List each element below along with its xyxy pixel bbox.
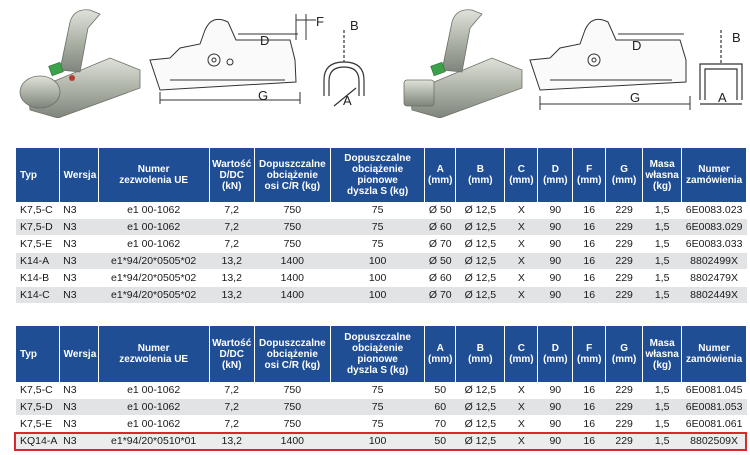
cell-eu-approval-number: e1 00-1062 [98,202,209,219]
cell-g-mm: 229 [606,270,643,287]
cell-d-mm: 90 [538,202,573,219]
cell-vertical-load: 100 [330,253,425,270]
cell-order-number: 6E0081.053 [682,399,747,416]
highlighted-row-outline [14,432,747,451]
cell-d-mm: 90 [538,416,573,433]
cell-b-mm: Ø 12,5 [456,399,505,416]
technical-drawing-right [530,19,690,110]
cell-vertical-load: 100 [330,433,425,450]
header-a-mm: A (mm) [425,326,456,382]
dim-label-f: F [316,14,324,29]
cell-g-mm: 229 [606,416,643,433]
cell-weight: 1,5 [643,382,682,399]
cell-g-mm: 229 [606,399,643,416]
header-d-mm: D (mm) [538,326,573,382]
cell-order-number: 6E0081.061 [682,416,747,433]
cell-c-mm: X [505,433,538,450]
section-label-b: B [732,30,741,45]
cell-axle-load: 750 [254,219,330,236]
cell-type: KQ14-A [16,433,59,450]
cell-version: N3 [59,399,98,416]
cell-weight: 1,5 [643,287,682,304]
cell-d-dc-value: 7,2 [209,219,254,236]
cell-f-mm: 16 [573,287,606,304]
cell-c-mm: X [505,253,538,270]
cell-weight: 1,5 [643,433,682,450]
coupling-figures [0,0,750,118]
header-vertical-load: Dopuszczalne obciążenie pionowe dyszla S (kg) [330,148,425,202]
section-label-a: A [343,93,352,108]
header-c-mm: C (mm) [505,148,538,202]
cell-a-mm: Ø 70 [425,236,456,253]
cell-vertical-load: 75 [330,399,425,416]
cell-a-mm: Ø 60 [425,219,456,236]
cell-f-mm: 16 [573,236,606,253]
header-order-number: Numer zamówienia [682,148,747,202]
cell-b-mm: Ø 12,5 [456,287,505,304]
cell-type: K7,5-D [16,399,59,416]
cell-version: N3 [59,270,98,287]
header-c-mm: C (mm) [505,326,538,382]
cell-type: K14-B [16,270,59,287]
cell-axle-load: 1400 [254,270,330,287]
cell-c-mm: X [505,399,538,416]
header-d-dc-value: Wartość D/DC (kN) [209,326,254,382]
cell-axle-load: 750 [254,399,330,416]
cell-weight: 1,5 [643,416,682,433]
cell-a-mm: Ø 70 [425,287,456,304]
cell-vertical-load: 100 [330,287,425,304]
header-f-mm: F (mm) [573,326,606,382]
header-b-mm: B (mm) [456,148,505,202]
header-g-mm: G (mm) [606,326,643,382]
cell-b-mm: Ø 12,5 [456,382,505,399]
cell-version: N3 [59,287,98,304]
cell-d-mm: 90 [538,399,573,416]
technical-drawing-left [150,14,316,104]
cell-eu-approval-number: e1*94/20*0505*02 [98,287,209,304]
cell-weight: 1,5 [643,399,682,416]
table-header-row [16,148,747,202]
cell-axle-load: 1400 [254,287,330,304]
cell-c-mm: X [505,236,538,253]
cell-d-mm: 90 [538,219,573,236]
cell-order-number: 8802479X [682,270,747,287]
header-type: Typ [16,148,59,202]
table-row [16,416,747,433]
cell-b-mm: Ø 12,5 [456,236,505,253]
cell-a-mm: 60 [425,399,456,416]
table-row [16,253,747,270]
cell-d-dc-value: 13,2 [209,433,254,450]
cell-b-mm: Ø 12,5 [456,433,505,450]
cell-a-mm: Ø 50 [425,253,456,270]
cell-axle-load: 1400 [254,433,330,450]
header-f-mm: F (mm) [573,148,606,202]
cell-version: N3 [59,219,98,236]
cell-d-dc-value: 7,2 [209,236,254,253]
header-b-mm: B (mm) [456,326,505,382]
cell-g-mm: 229 [606,287,643,304]
cell-order-number: 6E0081.045 [682,382,747,399]
cell-f-mm: 16 [573,270,606,287]
header-eu-approval-number: Numer zezwolenia UE [98,326,209,382]
header-a-mm: A (mm) [425,148,456,202]
header-type: Typ [16,326,59,382]
table-header-row [16,326,747,382]
header-d-dc-value: Wartość D/DC (kN) [209,148,254,202]
section-label-a: A [718,90,727,105]
cell-vertical-load: 75 [330,382,425,399]
cell-weight: 1,5 [643,219,682,236]
cell-d-mm: 90 [538,287,573,304]
cell-a-mm: Ø 50 [425,202,456,219]
table-row [16,382,747,399]
cell-g-mm: 229 [606,219,643,236]
cell-axle-load: 1400 [254,253,330,270]
cell-d-mm: 90 [538,382,573,399]
cell-type: K7,5-C [16,382,59,399]
cell-g-mm: 229 [606,433,643,450]
dim-label-d: D [632,38,642,53]
cell-eu-approval-number: e1 00-1062 [98,219,209,236]
header-version: Wersja [59,148,98,202]
header-order-number: Numer zamówienia [682,326,747,382]
cell-order-number: 8802499X [682,253,747,270]
cell-b-mm: Ø 12,5 [456,416,505,433]
cell-order-number: 6E0083.029 [682,219,747,236]
cell-version: N3 [59,202,98,219]
cell-b-mm: Ø 12,5 [456,202,505,219]
dim-label-d: D [260,33,270,48]
cell-d-dc-value: 13,2 [209,287,254,304]
table-row [16,202,747,219]
cell-g-mm: 229 [606,202,643,219]
cell-axle-load: 750 [254,202,330,219]
cell-eu-approval-number: e1*94/20*0505*02 [98,253,209,270]
cell-vertical-load: 75 [330,416,425,433]
header-d-mm: D (mm) [538,148,573,202]
dim-label-g: G [630,90,641,105]
cell-type: K7,5-D [16,219,59,236]
cell-g-mm: 229 [606,236,643,253]
cell-version: N3 [59,253,98,270]
cell-vertical-load: 75 [330,202,425,219]
cell-d-mm: 90 [538,236,573,253]
cell-version: N3 [59,433,98,450]
section-label-b: B [350,18,359,33]
cell-version: N3 [59,416,98,433]
cell-a-mm: 50 [425,382,456,399]
coupling-photo-right [404,10,522,118]
cell-d-dc-value: 7,2 [209,202,254,219]
cell-weight: 1,5 [643,202,682,219]
cell-eu-approval-number: e1*94/20*0505*02 [98,270,209,287]
cell-eu-approval-number: e1 00-1062 [98,416,209,433]
header-eu-approval-number: Numer zezwolenia UE [98,148,209,202]
cell-type: K14-C [16,287,59,304]
cell-a-mm: 70 [425,416,456,433]
cell-eu-approval-number: e1 00-1062 [98,382,209,399]
cell-eu-approval-number: e1*94/20*0510*01 [98,433,209,450]
cell-a-mm: 50 [425,433,456,450]
cell-d-dc-value: 7,2 [209,382,254,399]
cell-order-number: 6E0083.023 [682,202,747,219]
cell-weight: 1,5 [643,270,682,287]
cell-c-mm: X [505,270,538,287]
cell-vertical-load: 100 [330,270,425,287]
cell-g-mm: 229 [606,382,643,399]
cell-vertical-load: 75 [330,219,425,236]
cell-d-dc-value: 7,2 [209,399,254,416]
cell-d-mm: 90 [538,270,573,287]
coupling-photo-left [20,10,140,118]
header-weight: Masa własna (kg) [643,148,682,202]
cell-f-mm: 16 [573,219,606,236]
header-vertical-load: Dopuszczalne obciążenie pionowe dyszla S (kg) [330,326,425,382]
cell-d-dc-value: 13,2 [209,270,254,287]
cell-d-dc-value: 7,2 [209,416,254,433]
cell-c-mm: X [505,202,538,219]
cell-vertical-load: 75 [330,236,425,253]
header-axle-load: Dopuszczalne obciążenie osi C/R (kg) [254,326,330,382]
dim-label-g: G [258,88,269,103]
cell-d-dc-value: 13,2 [209,253,254,270]
cell-eu-approval-number: e1 00-1062 [98,399,209,416]
table-row [16,270,747,287]
cell-type: K7,5-E [16,416,59,433]
header-version: Wersja [59,326,98,382]
table-row [16,287,747,304]
cell-version: N3 [59,382,98,399]
cell-order-number: 8802449X [682,287,747,304]
cell-a-mm: Ø 60 [425,270,456,287]
cell-order-number: 8802509X [682,433,747,450]
cell-b-mm: Ø 12,5 [456,270,505,287]
cell-f-mm: 16 [573,399,606,416]
cell-d-mm: 90 [538,433,573,450]
cell-version: N3 [59,236,98,253]
cell-b-mm: Ø 12,5 [456,253,505,270]
cell-type: K7,5-E [16,236,59,253]
header-weight: Masa własna (kg) [643,326,682,382]
cell-type: K7,5-C [16,202,59,219]
cell-axle-load: 750 [254,382,330,399]
cell-f-mm: 16 [573,416,606,433]
cell-f-mm: 16 [573,433,606,450]
cell-g-mm: 229 [606,253,643,270]
cell-axle-load: 750 [254,416,330,433]
cell-c-mm: X [505,382,538,399]
cell-f-mm: 16 [573,382,606,399]
cell-c-mm: X [505,219,538,236]
cell-f-mm: 16 [573,253,606,270]
header-g-mm: G (mm) [606,148,643,202]
cell-weight: 1,5 [643,236,682,253]
spec-table-round [16,148,747,304]
cell-d-mm: 90 [538,253,573,270]
cell-weight: 1,5 [643,253,682,270]
cell-type: K14-A [16,253,59,270]
header-axle-load: Dopuszczalne obciążenie osi C/R (kg) [254,148,330,202]
table-row [16,219,747,236]
cell-f-mm: 16 [573,202,606,219]
cell-order-number: 6E0083.033 [682,236,747,253]
cell-b-mm: Ø 12,5 [456,219,505,236]
table-row [16,399,747,416]
cell-c-mm: X [505,287,538,304]
table-row [16,236,747,253]
cell-eu-approval-number: e1 00-1062 [98,236,209,253]
cell-axle-load: 750 [254,236,330,253]
cell-c-mm: X [505,416,538,433]
